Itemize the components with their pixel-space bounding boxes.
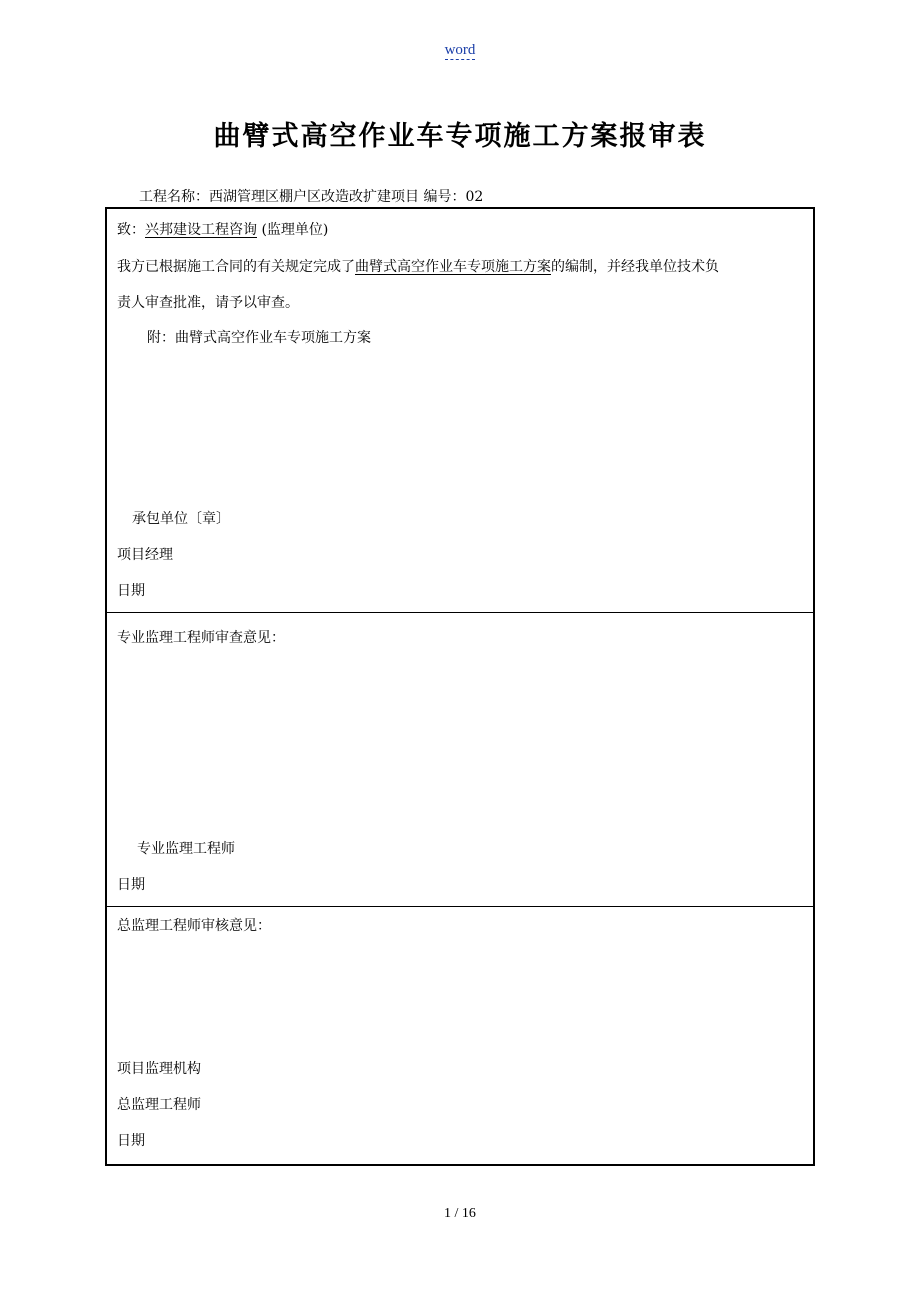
engineer-opinion-label: 专业监理工程师审查意见： (117, 630, 285, 646)
project-name-line: 工程名称：西湖管理区棚户区改造改扩建项目 编号：02 (139, 189, 484, 205)
date-label-2: 日期 (117, 877, 145, 893)
chief-opinion-label: 总监理工程师审核意见： (117, 918, 271, 934)
addressee-prefix: 致： (117, 222, 145, 238)
submission-section (107, 209, 813, 613)
statement-line-1 (117, 257, 719, 277)
header-word-link[interactable] (0, 42, 920, 59)
statement-plan-name: 曲臂式高空作业车专项施工方案 (355, 259, 551, 275)
date-label-1: 日期 (117, 583, 145, 599)
attachment-line: 附：曲臂式高空作业车专项施工方案 (147, 330, 371, 346)
statement-part-2: 的编制，并经我单位技术负 (551, 259, 719, 275)
chief-engineer-label: 总监理工程师 (117, 1097, 201, 1113)
date-label-3: 日期 (117, 1133, 145, 1149)
header-word-label[interactable]: word (444, 42, 476, 58)
project-manager-label: 项目经理 (117, 547, 173, 563)
page-number: 1 / 16 (444, 1206, 476, 1221)
engineer-review-section (107, 613, 813, 907)
contractor-label: 承包单位〔章〕 (132, 511, 230, 527)
supervision-org-label: 项目监理机构 (117, 1061, 201, 1077)
addressee-suffix: (监理单位) (257, 222, 329, 238)
engineer-signature-label: 专业监理工程师 (137, 841, 235, 857)
addressee-line (117, 220, 328, 240)
supervision-unit-name: 兴邦建设工程咨询 (145, 222, 257, 238)
statement-line-2: 责人审查批准，请予以审查。 (117, 295, 299, 311)
document-title: 曲臂式高空作业车专项施工方案报审表 (213, 121, 707, 152)
statement-part-1: 我方已根据施工合同的有关规定完成了 (117, 259, 355, 275)
review-form-table (105, 207, 815, 1166)
chief-review-section (107, 907, 813, 1164)
